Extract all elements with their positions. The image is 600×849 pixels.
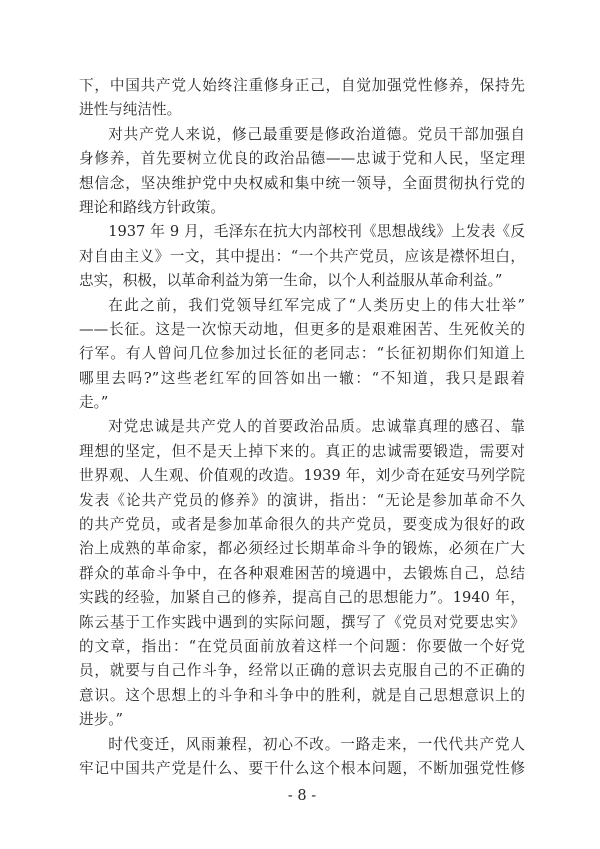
text-line: 忠实，积极，以革命利益为第一生命，以个人利益服从革命利益。” — [79, 272, 503, 290]
text-line: 哪里去吗?”这些老红军的回答如出一辙：“不知道，我只是跟着 — [79, 369, 525, 387]
text-line: 时代变迁，风雨兼程，初心不改。一路走来，一代代共产党人 — [108, 735, 525, 753]
text-line: 意识。这个思想上的斗争和斗争中的胜利，就是自己思想意识上的 — [79, 686, 525, 704]
text-line: 对党忠诚是共产党人的首要政治品质。忠诚靠真理的感召、靠 — [108, 418, 525, 436]
text-line: 在此之前，我们党领导红军完成了“人类历史上的伟大壮举” — [108, 296, 525, 314]
text-line: 治上成熟的革命家，都必须经过长期革命斗争的锻炼，必须在广大 — [79, 540, 525, 558]
text-line: 实践的经验，加紧自己的修养，提高自己的思想能力”。1940 年， — [79, 589, 525, 607]
text-line: 走。” — [79, 394, 109, 412]
text-line: 对共产党人来说，修己最重要是修政治道德。党员干部加强自 — [108, 125, 525, 143]
text-line: 群众的革命斗争中，在各种艰难困苦的境遇中，去锻炼自己，总结 — [79, 564, 525, 582]
text-line: 进性与纯洁性。 — [79, 101, 182, 119]
text-line: 牢记中国共产党是什么、要干什么这个根本问题，不断加强党性修 — [79, 759, 525, 777]
text-line: 发表《论共产党员的修养》的演讲，指出：“无论是参加革命不久 — [79, 491, 525, 509]
text-line: 对自由主义》一文，其中提出：“一个共产党员，应该是襟怀坦白， — [79, 247, 525, 265]
text-line: 理想的坚定，但不是天上掉下来的。真正的忠诚需要锻造，需要对 — [79, 442, 525, 460]
text-line: 的文章，指出：“在党员面前放着这样一个问题：你要做一个好党 — [79, 637, 525, 655]
text-line: 想信念，坚决维护党中央权威和集中统一领导，全面贯彻执行党的 — [79, 174, 525, 192]
page-number: - 8 - — [287, 788, 317, 805]
text-line: 陈云基于工作实践中遇到的实际问题，撰写了《党员对党要忠实》 — [79, 613, 525, 631]
text-line: 理论和路线方针政策。 — [79, 198, 225, 216]
text-line: 的共产党员，或者是参加革命很久的共产党员，要变成为很好的政 — [79, 516, 525, 534]
text-body — [79, 74, 525, 806]
text-line: 身修养，首先要树立优良的政治品德——忠诚于党和人民，坚定理 — [79, 150, 525, 168]
text-line: 1937 年 9 月，毛泽东在抗大内部校刊《思想战线》上发表《反 — [108, 223, 525, 241]
text-line: 世界观、人生观、价值观的改造。1939 年，刘少奇在延安马列学院 — [79, 467, 525, 485]
text-line: 员，就要与自己作斗争，经常以正确的意识去克服自己的不正确的 — [79, 662, 525, 680]
text-line: 行军。有人曾问几位参加过长征的老同志：“长征初期你们知道上 — [79, 345, 525, 363]
text-line: ——长征。这是一次惊天动地，但更多的是艰难困苦、生死攸关的 — [79, 320, 525, 338]
text-line: 进步。” — [79, 711, 123, 729]
text-line: 下，中国共产党人始终注重修身正己，自觉加强党性修养，保持先 — [79, 77, 525, 94]
